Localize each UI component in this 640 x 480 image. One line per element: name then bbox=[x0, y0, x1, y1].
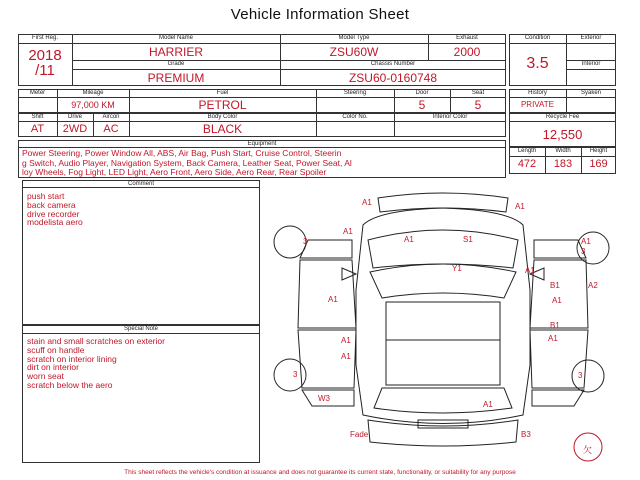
length-label: Length bbox=[517, 148, 537, 154]
aircon-value: AC bbox=[103, 123, 119, 135]
equipment-text bbox=[22, 149, 502, 178]
condition-value: 3.5 bbox=[526, 55, 549, 72]
comment-list bbox=[27, 192, 83, 227]
damage-hood-mid: A1 bbox=[404, 235, 414, 244]
damage-tire-fl: 3 bbox=[303, 237, 308, 246]
damage-rear-a1: A1 bbox=[483, 400, 493, 409]
damage-right-a1-lower: A1 bbox=[548, 334, 558, 343]
roof-outline bbox=[386, 302, 500, 385]
damage-tire-rl: 3 bbox=[293, 370, 298, 379]
exterior-label: Exterior bbox=[580, 35, 602, 41]
grade-value: PREMIUM bbox=[147, 71, 205, 85]
damage-rear-fade: Fade bbox=[350, 430, 369, 439]
damage-hood-right: S1 bbox=[463, 235, 473, 244]
recycle-fee-label: Recycle Fee bbox=[545, 114, 580, 120]
model-type-value: ZSU60W bbox=[329, 45, 379, 59]
damage-windshield: Y1 bbox=[452, 264, 462, 273]
model-name-value: HARRIER bbox=[148, 45, 203, 59]
first-reg-month: /11 bbox=[35, 62, 55, 79]
width-label: Width bbox=[555, 148, 571, 154]
tire-front-left bbox=[274, 226, 306, 258]
car-damage-diagram bbox=[268, 180, 618, 465]
windshield-outline bbox=[370, 264, 516, 298]
drive-label: Drive bbox=[67, 114, 82, 120]
comment-item: drive recorder bbox=[27, 208, 80, 219]
body-color-label: Body Color bbox=[207, 114, 238, 120]
comment-label: Comment bbox=[127, 181, 154, 187]
model-type-label: Model Type bbox=[338, 35, 370, 41]
damage-left-a1-rear: A1 bbox=[341, 352, 351, 361]
condition-label: Condition bbox=[524, 35, 551, 41]
model-name-label: Model Name bbox=[158, 35, 193, 41]
meter-label: Meter bbox=[29, 90, 46, 96]
fuel-label: Fuel bbox=[216, 90, 229, 96]
special-note-label: Special Note bbox=[123, 326, 159, 332]
door-label: Door bbox=[415, 90, 429, 96]
chassis-label: Chassis Number bbox=[370, 61, 416, 67]
interior-label: Interior bbox=[581, 61, 601, 67]
damage-tire-fr-top: A1 bbox=[581, 237, 591, 246]
seat-value: 5 bbox=[474, 98, 482, 112]
first-reg-label: First Reg. bbox=[31, 35, 58, 41]
first-reg-year: 2018 bbox=[28, 47, 62, 64]
damage-left-a1-lower: A1 bbox=[341, 336, 351, 345]
special-note-item: scratch below the aero bbox=[27, 379, 113, 390]
hood-outline bbox=[368, 230, 518, 268]
recycle-fee-value: 12,550 bbox=[542, 127, 583, 142]
comment-item: push start bbox=[27, 191, 65, 201]
body-outline bbox=[356, 208, 530, 424]
right-rear-fender bbox=[532, 390, 584, 406]
shift-label: Shift bbox=[31, 114, 44, 120]
length-value: 472 bbox=[517, 158, 537, 170]
damage-right-b1-top: B1 bbox=[550, 281, 560, 290]
height-value: 169 bbox=[589, 158, 608, 170]
damage-left-a1-mid: A1 bbox=[328, 295, 338, 304]
comment-item: modelista aero bbox=[27, 217, 83, 228]
sheet-title: Vehicle Information Sheet bbox=[230, 6, 410, 23]
damage-rear-w3: W3 bbox=[318, 394, 330, 403]
color-no-label: Color No. bbox=[342, 114, 368, 120]
damage-right-a1: A1 bbox=[525, 266, 535, 275]
damage-front-right: A1 bbox=[515, 202, 525, 211]
special-note-item: stain and small scratches on exterior bbox=[27, 336, 165, 346]
damage-right-a1-mid: A1 bbox=[552, 296, 562, 305]
special-note-item: dirt on interior bbox=[27, 362, 79, 373]
chassis-value: ZSU60-0160748 bbox=[348, 71, 438, 85]
equipment-label: Equipment bbox=[247, 141, 277, 147]
history-label: History bbox=[528, 90, 547, 96]
height-label: Height bbox=[589, 148, 608, 154]
left-front-fender bbox=[300, 240, 352, 258]
fuel-value: PETROL bbox=[198, 98, 247, 112]
body-color-value: BLACK bbox=[202, 122, 243, 136]
aircon-label: Aircon bbox=[102, 114, 120, 120]
damage-tire-fr-bottom: 3 bbox=[581, 247, 586, 256]
damage-rear-b3: B3 bbox=[521, 430, 531, 439]
special-note-item: worn seat bbox=[27, 371, 64, 382]
left-mirror bbox=[342, 268, 356, 280]
mileage-label: Mileage bbox=[82, 90, 104, 96]
syaken-label: Syaken bbox=[580, 90, 601, 96]
damage-front-left: A1 bbox=[362, 198, 372, 207]
special-note-item: scratch on interior lining bbox=[27, 353, 117, 364]
exhaust-value: 2000 bbox=[453, 45, 481, 59]
special-note-list bbox=[27, 337, 165, 390]
footer-disclaimer: This sheet reflects the vehicle's condition at issuance and does not guarantee its current state, functionality, or suitability for any purpose bbox=[124, 469, 516, 476]
interior-color-label: Interior Color bbox=[432, 114, 468, 120]
damage-right-b1-lower: B1 bbox=[550, 321, 560, 330]
history-value: PRIVATE bbox=[520, 100, 555, 109]
mileage-value: 97,000 KM bbox=[71, 100, 115, 110]
seat-label: Seat bbox=[471, 90, 485, 96]
exhaust-label: Exhaust bbox=[456, 35, 478, 41]
drive-value: 2WD bbox=[62, 123, 88, 135]
damage-hood-left: A1 bbox=[343, 227, 353, 236]
front-bumper-outline bbox=[378, 193, 508, 212]
damage-right-a2: A2 bbox=[588, 281, 598, 290]
equipment-line: g Switch, Audio Player, Navigation System, Back Camera, Leather Seat, Power Seat, Al bbox=[22, 157, 352, 168]
grade-label: Grade bbox=[167, 61, 185, 67]
equipment-line: Power Steering, Power Window All, ABS, Air Bag, Push Start, Cruise Control, Steerin bbox=[22, 148, 342, 158]
special-note-item: scuff on handle bbox=[27, 344, 85, 355]
equipment-line: loy Wheels, Fog Light, LED Light, Aero Front, Aero Side, Aero Rear, Rear Spoiler bbox=[22, 167, 327, 177]
kanji-mark: 欠 bbox=[583, 445, 593, 455]
door-value: 5 bbox=[418, 98, 426, 112]
tire-rear-right bbox=[572, 360, 604, 392]
comment-item: back camera bbox=[27, 199, 76, 210]
width-value: 183 bbox=[553, 158, 573, 170]
steering-label: Steering bbox=[343, 90, 367, 96]
shift-value: AT bbox=[30, 123, 45, 135]
damage-tire-rr: 3 bbox=[578, 371, 583, 380]
